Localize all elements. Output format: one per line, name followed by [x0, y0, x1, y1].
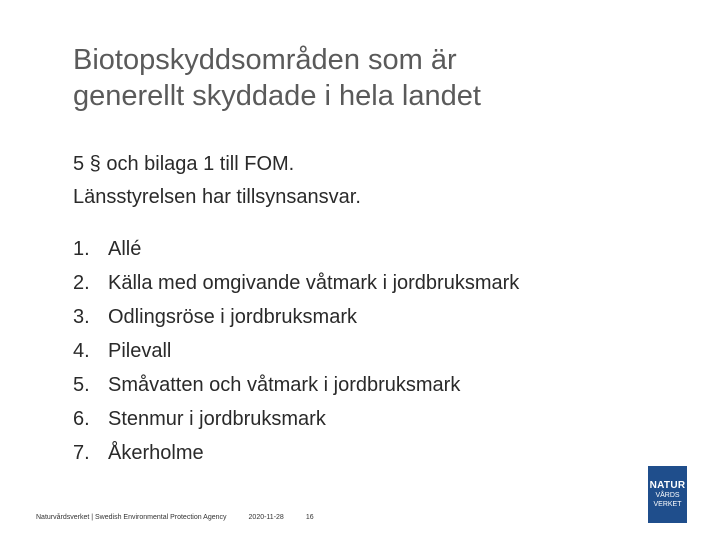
list-item: [73, 436, 693, 470]
list-item-number: 6.: [73, 408, 90, 430]
list-item-number: 3.: [73, 306, 90, 328]
footer: [36, 514, 314, 521]
list-item: [73, 266, 693, 300]
logo-line-3: VERKET: [653, 501, 682, 508]
intro-text: [73, 148, 673, 214]
slide-title: [73, 42, 673, 114]
list-item-text: Stenmur i jordbruksmark: [108, 408, 326, 430]
list-item-text: Källa med omgivande våtmark i jordbruksmark: [108, 272, 520, 294]
list-item-text: Åkerholme: [108, 442, 204, 464]
list-item: [73, 300, 693, 334]
list-item-text: Pilevall: [108, 340, 172, 362]
footer-date: 2020-11-28: [248, 514, 284, 521]
logo-line-2: VÅRDS: [655, 492, 680, 499]
footer-page-number: 16: [305, 514, 314, 521]
logo-line-1: NATUR: [649, 480, 686, 491]
list-item-text: Småvatten och våtmark i jordbruksmark: [108, 374, 461, 396]
list-item-text: Odlingsröse i jordbruksmark: [108, 306, 357, 328]
list-item-number: 5.: [73, 374, 90, 396]
footer-org: Naturvårdsverket | Swedish Environmental Protection Agency: [36, 514, 227, 521]
intro-line-1: 5 § och bilaga 1 till FOM.: [73, 153, 295, 175]
title-line-2: generellt skyddade i hela landet: [73, 80, 481, 112]
biotope-list: [73, 232, 693, 470]
list-item-number: 1.: [73, 238, 90, 260]
intro-line-2: Länsstyrelsen har tillsynsansvar.: [73, 186, 361, 208]
list-item-number: 2.: [73, 272, 90, 294]
naturvardsverket-logo: [648, 466, 687, 523]
list-item-number: 7.: [73, 442, 90, 464]
list-item: [73, 368, 693, 402]
list-item: [73, 232, 693, 266]
list-item: [73, 334, 693, 368]
list-item-text: Allé: [108, 238, 142, 260]
title-line-1: Biotopskyddsområden som är: [73, 44, 457, 76]
list-item: [73, 402, 693, 436]
list-item-number: 4.: [73, 340, 90, 362]
